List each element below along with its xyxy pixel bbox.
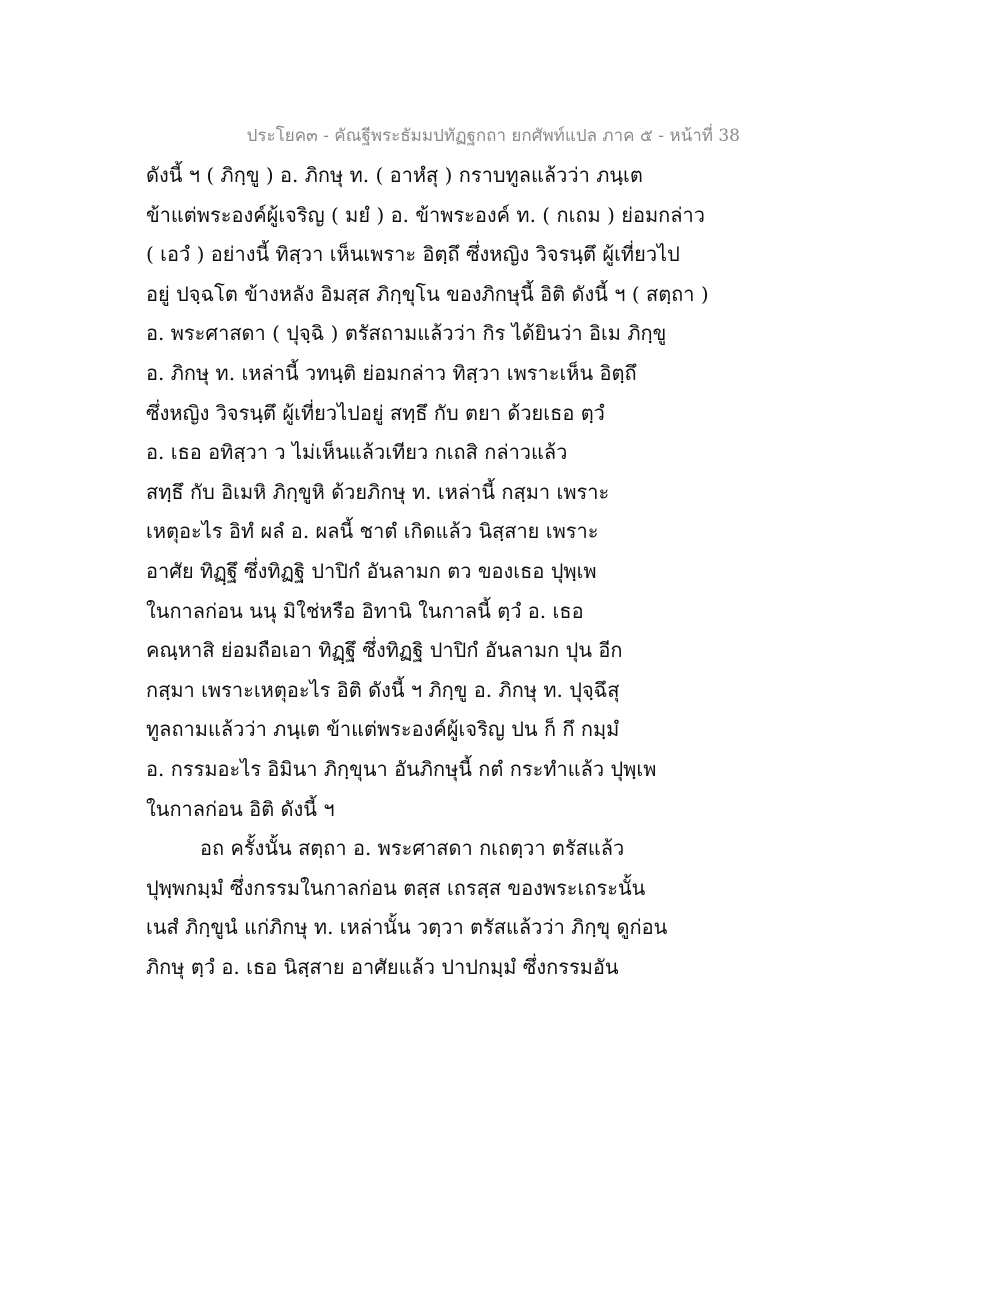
text-line: อ. พระศาสดา ( ปุจฺฉิ ) ตรัสถามแล้วว่า กิร ได้ยินว่า อิเม ภิกฺขู <box>146 321 667 346</box>
text-line: อ. เธอ อทิสฺวา ว ไม่เห็นแล้วเทียว กเถสิ กล่าวแล้ว <box>146 440 568 465</box>
text-line: ซึ่งหญิง วิจรนฺตึ ผู้เที่ยวไปอยู่ สทฺธึ กับ ตยา ด้วยเธอ ตฺวํ <box>146 400 605 425</box>
text-line: อาศัย ทิฏฺฐึ ซึ่งทิฏฐิ ปาปิกํ อันลามก ตว ของเธอ ปุพฺเพ <box>146 558 597 583</box>
text-line: ดังนี้ ฯ ( ภิกฺขู ) อ. ภิกษุ ท. ( อาหํสุ ) กราบทูลแล้วว่า ภนฺเต <box>146 163 643 187</box>
text-line: ปุพฺพกมฺมํ ซึ่งกรรมในกาลก่อน ตสฺส เถรสฺส ของพระเถระนั้น <box>146 875 646 900</box>
text-line: ข้าแต่พระองค์ผู้เจริญ ( มยํ ) อ. ข้าพระองค์ ท. ( กเถม ) ย่อมกล่าว <box>146 202 705 227</box>
text-line: เหตุอะไร อิทํ ผลํ อ. ผลนี้ ชาตํ เกิดแล้ว นิสฺสาย เพราะ <box>146 519 599 544</box>
text-line: คณฺหาสิ ย่อมถือเอา ทิฏฺฐึ ซึ่งทิฏฐิ ปาปิกํ อันลามก ปุน อีก <box>146 638 623 663</box>
text-line: อ. กรรมอะไร อิมินา ภิกฺขุนา อันภิกษุนี้ กตํ กระทำแล้ว ปุพฺเพ <box>146 756 657 781</box>
text-line: ภิกษุ ตฺวํ อ. เธอ นิสฺสาย อาศัยแล้ว ปาปกมฺมํ ซึ่งกรรมอัน <box>146 954 619 979</box>
text-line: ในกาลก่อน อิติ ดังนี้ ฯ <box>146 796 335 821</box>
text-line: ( เอวํ ) อย่างนี้ ทิสฺวา เห็นเพราะ อิตฺถึ ซึ่งหญิง วิจรนฺตึ ผู้เที่ยวไป <box>146 242 680 267</box>
running-header: ประโยค๓ - คัณฐีพระธัมมปทัฏฐกถา ยกศัพท์แปล ภาค ๕ - หน้าที่ 38 <box>246 126 740 146</box>
text-line: อ. ภิกษุ ท. เหล่านี้ วทนฺติ ย่อมกล่าว ทิสฺวา เพราะเห็น อิตฺถึ <box>146 360 637 385</box>
paragraph-start-line: อถ ครั้งนั้น สตฺถา อ. พระศาสดา กเถตฺวา ตรัสแล้ว <box>200 836 625 861</box>
text-line: กสฺมา เพราะเหตุอะไร อิติ ดังนี้ ฯ ภิกฺขู อ. ภิกษุ ท. ปุจฺฉึสุ <box>146 677 620 702</box>
body-text <box>146 156 886 987</box>
text-line: อยู่ ปจฺฉโต ข้างหลัง อิมสฺส ภิกฺขุโน ของภิกษุนี้ อิติ ดังนี้ ฯ ( สตฺถา ) <box>146 281 709 306</box>
text-line: ในกาลก่อน นนุ มิใช่หรือ อิทานิ ในกาลนี้ ตฺวํ อ. เธอ <box>146 598 584 623</box>
text-line: ทูลถามแล้วว่า ภนฺเต ข้าแต่พระองค์ผู้เจริญ ปน ก็ กึ กมฺมํ <box>146 717 620 742</box>
text-line: สทฺธึ กับ อิเมหิ ภิกฺขูหิ ด้วยภิกษุ ท. เหล่านี้ กสฺมา เพราะ <box>146 479 610 504</box>
text-line: เนสํ ภิกฺขูนํ แก่ภิกษุ ท. เหล่านั้น วตฺวา ตรัสแล้วว่า ภิกฺขุ ดูก่อน <box>146 915 668 940</box>
